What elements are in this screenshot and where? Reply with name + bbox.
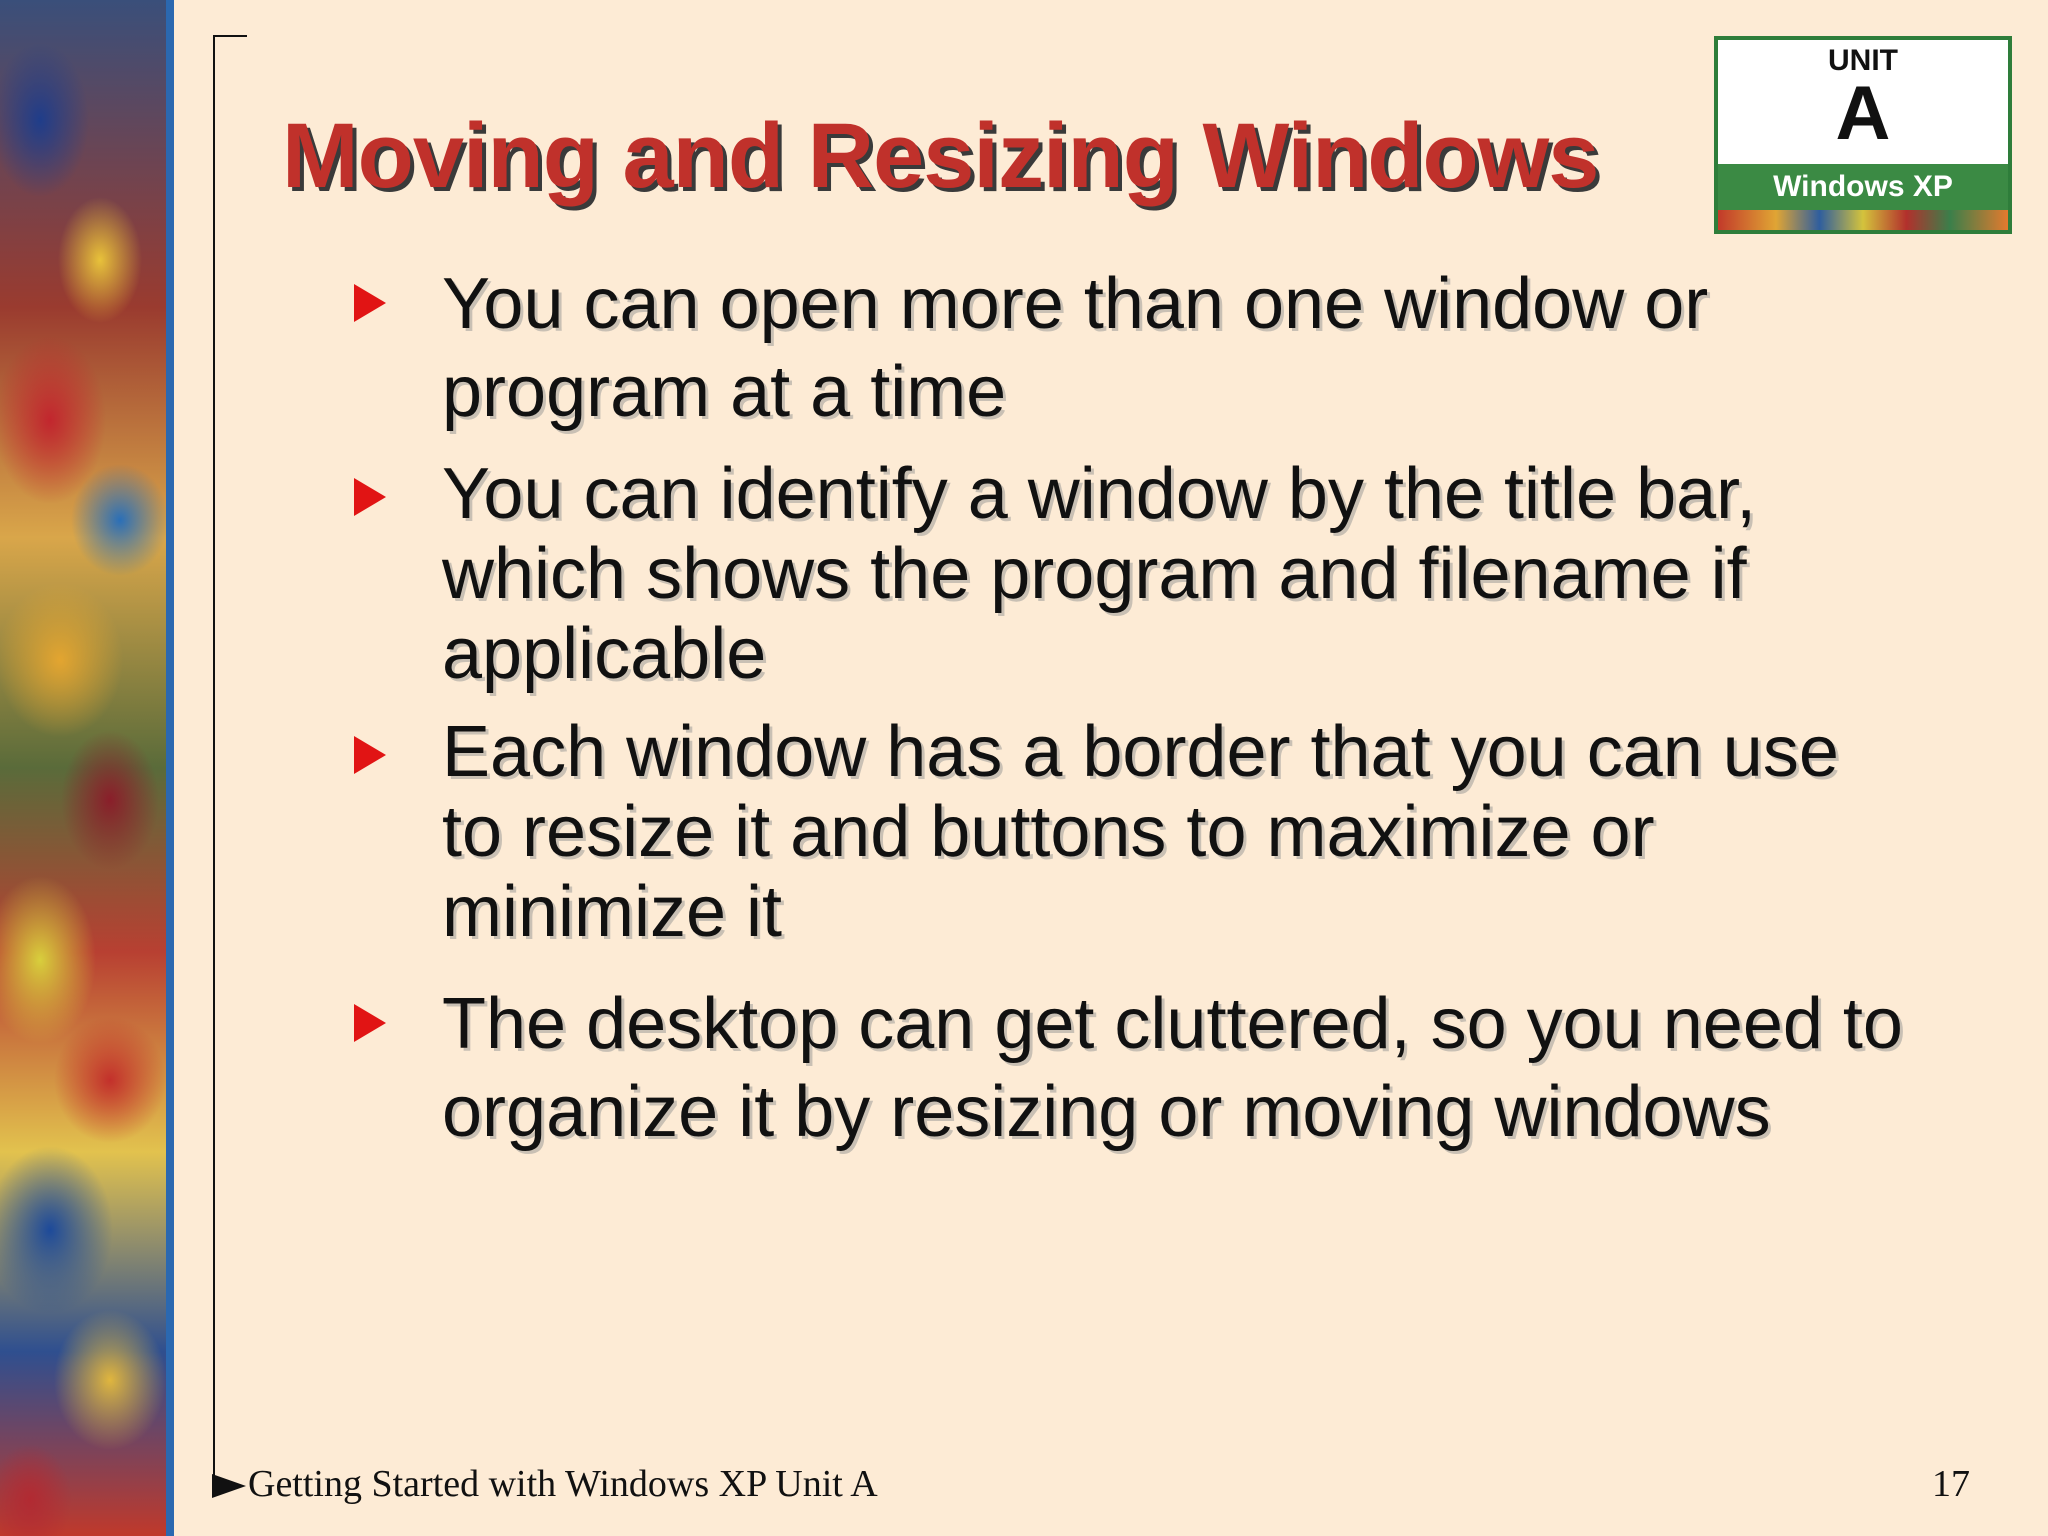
page-number: 17: [1932, 1463, 1970, 1505]
bullet-item: [350, 454, 1910, 694]
badge-product-label: Windows XP: [1718, 164, 2008, 210]
art-strip-edge: [166, 0, 174, 1536]
bullet-item: [350, 260, 1910, 436]
bullet-text: You can open more than one window or program at a time: [442, 264, 1709, 432]
unit-badge: [1714, 36, 2012, 234]
bullet-item: [350, 712, 1910, 952]
badge-unit-label: UNIT: [1828, 44, 1898, 77]
triangle-bullet-icon: [354, 736, 386, 774]
bullet-item: [350, 980, 1910, 1156]
frame-vertical-line: [213, 35, 215, 1485]
bullet-text: Each window has a border that you can use to resize it and buttons to maximize or minimize it: [442, 712, 1839, 952]
triangle-bullet-icon: [354, 284, 386, 322]
badge-art-strip: [1718, 210, 2008, 234]
slide-title: Moving and Resizing Windows: [282, 105, 1599, 207]
triangle-bullet-icon: [354, 478, 386, 516]
badge-unit-letter: A: [1835, 71, 1891, 156]
triangle-bullet-icon: [354, 1004, 386, 1042]
bullet-text: You can identify a window by the title bar, which shows the program and filename if applicable: [442, 454, 1757, 694]
bullet-text: The desktop can get cluttered, so you need to organize it by resizing or moving windows: [442, 984, 1903, 1152]
footer-text: Getting Started with Windows XP Unit A: [248, 1463, 878, 1505]
bullet-list: [350, 260, 1910, 1156]
frame-top-tick: [213, 35, 247, 37]
footer-arrow-icon: [212, 1474, 246, 1498]
decorative-art-strip: [0, 0, 166, 1536]
